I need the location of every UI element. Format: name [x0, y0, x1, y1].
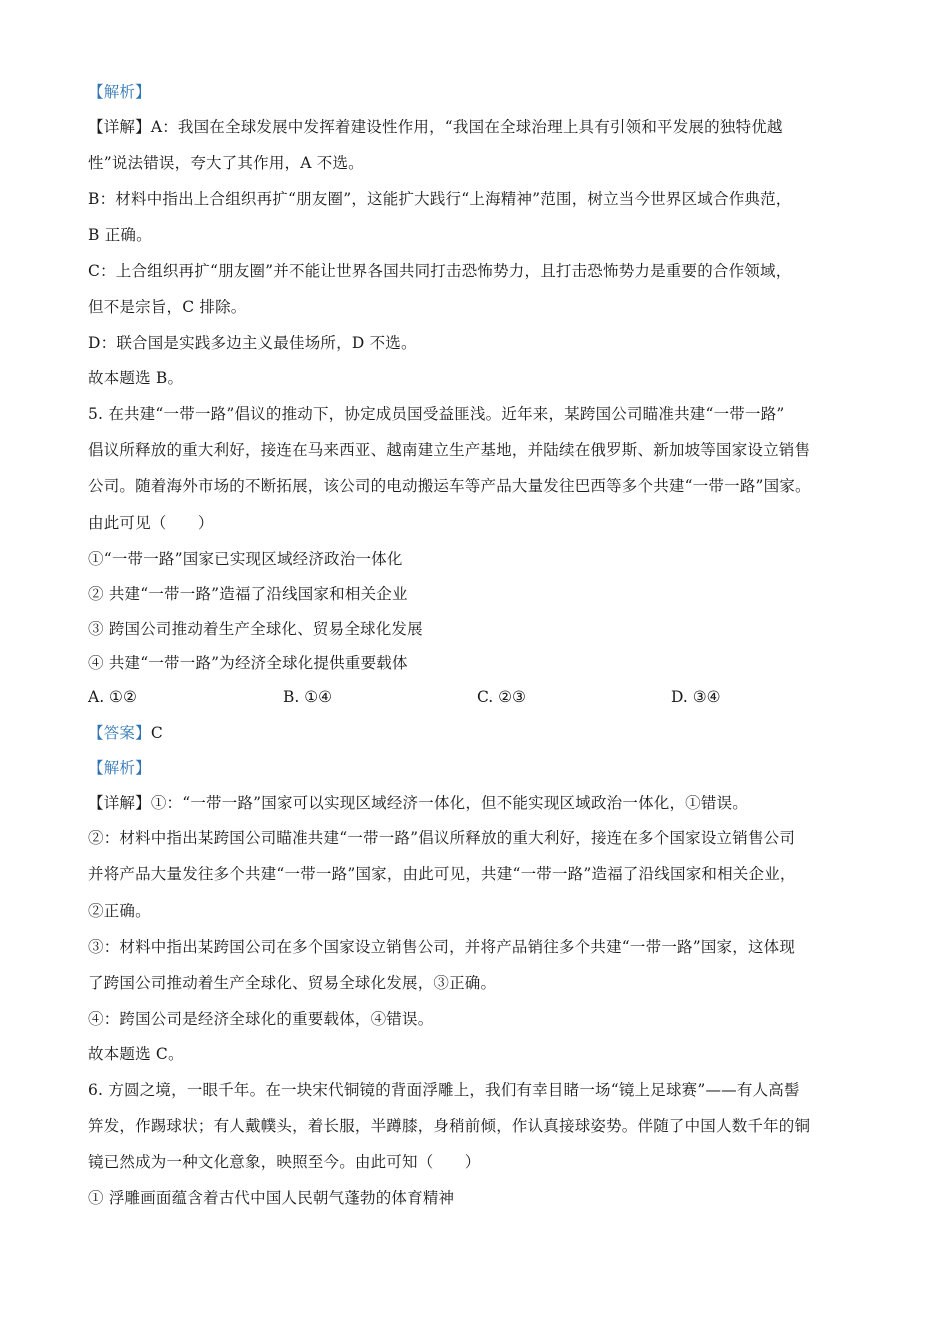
q5-statement-2: ② 共建“一带一路”造福了沿线国家和相关企业: [88, 585, 408, 603]
q5-statement-1: ①“一带一路”国家已实现区域经济政治一体化: [88, 550, 403, 568]
q5-s4-line: ④：跨国公司是经济全球化的重要载体，④错误。: [88, 1010, 434, 1028]
q5-s2-line-1: ②：材料中指出某跨国公司瞄准共建“一带一路”倡议所释放的重大利好，接连在多个国家设立销售公司: [88, 829, 796, 847]
q6-statement-1: ① 浮雕画面蕴含着古代中国人民朝气蓬勃的体育精神: [88, 1189, 455, 1207]
q5-detail-text: ①：“一带一路”国家可以实现区域经济一体化，但不能实现区域政治一体化，①错误。: [150, 794, 748, 812]
q5-s3-line-1: ③：材料中指出某跨国公司在多个国家设立销售公司，并将产品销往多个共建“一带一路”国家，这体现: [88, 938, 796, 956]
q5-s2-line-3: ②正确。: [88, 902, 151, 920]
q5-statement-4: ④ 共建“一带一路”为经济全球化提供重要载体: [88, 654, 408, 672]
q4-c-line-2: 但不是宗旨，C 排除。: [88, 298, 247, 316]
q5-statement-3: ③ 跨国公司推动着生产全球化、贸易全球化发展: [88, 620, 423, 638]
q5-stem-line-1: 5. 在共建“一带一路”倡议的推动下，协定成员国受益匪浅。近年来，某跨国公司瞄准共建“一带一路”: [88, 405, 785, 423]
q5-stem-line-2: 倡议所释放的重大利好，接连在马来西亚、越南建立生产基地，并陆续在俄罗斯、新加坡等国家设立销售: [88, 441, 811, 459]
q4-b-line-2: B 正确。: [88, 226, 152, 244]
q6-stem-line-2: 笄发，作踢球状；有人戴幞头，着长服，半蹲膝，身稍前倾，作认真接球姿势。伴随了中国人数千年的铜: [88, 1117, 811, 1135]
q5-s2-line-2: 并将产品大量发往多个共建“一带一路”国家，由此可见，共建“一带一路”造福了沿线国家和相关企业，: [88, 865, 796, 883]
q4-b-line-1: B：材料中指出上合组织再扩“朋友圈”，这能扩大践行“上海精神”范围，树立当今世界区域合作典范，: [88, 190, 792, 208]
q5-analysis-tag: 【解析】: [88, 759, 151, 777]
q4-d-line: D：联合国是实践多边主义最佳场所，D 不选。: [88, 334, 417, 352]
q4-detail-line-2: 性”说法错误，夸大了其作用，A 不选。: [88, 154, 364, 172]
analysis-tag: 【解析】: [88, 83, 151, 101]
q4-detail-text: A：我国在全球发展中发挥着建设性作用，“我国在全球治理上具有引领和平发展的独特优越: [150, 118, 783, 136]
q4-detail-tag: 【详解】: [88, 118, 151, 136]
q6-stem-line-3: 镜已然成为一种文化意象，映照至今。由此可知（ ）: [88, 1153, 481, 1171]
q5-option-c: C. ②③: [477, 688, 526, 706]
q5-option-b: B. ①④: [283, 688, 333, 706]
q5-stem-line-3: 公司。随着海外市场的不断拓展，该公司的电动搬运车等产品大量发往巴西等多个共建“一带一路”国家。: [88, 477, 811, 495]
q5-detail-tag: 【详解】: [88, 794, 151, 812]
q5-detail-line-1: [88, 793, 748, 813]
q4-c-line-1: C：上合组织再扩“朋友圈”并不能让世界各国共同打击恐怖势力，且打击恐怖势力是重要的合作领域，: [88, 262, 792, 280]
q5-s3-line-2: 了跨国公司推动着生产全球化、贸易全球化发展，③正确。: [88, 974, 497, 992]
q5-stem-line-4: 由此可见（ ）: [88, 514, 214, 532]
q4-detail-line-1: [88, 117, 783, 137]
q6-stem-line-1: 6. 方圆之境，一眼千年。在一块宋代铜镜的背面浮雕上，我们有幸目睹一场“镜上足球赛”——有人高髻: [88, 1081, 800, 1099]
q5-answer: [88, 723, 163, 743]
q5-answer-tag: 【答案】: [88, 724, 151, 742]
q5-option-a: A. ①②: [88, 688, 137, 706]
q5-answer-value: C: [150, 724, 163, 742]
q5-option-d: D. ③④: [671, 688, 721, 706]
q4-conclusion: 故本题选 B。: [88, 369, 184, 387]
q5-conclusion: 故本题选 C。: [88, 1045, 184, 1063]
